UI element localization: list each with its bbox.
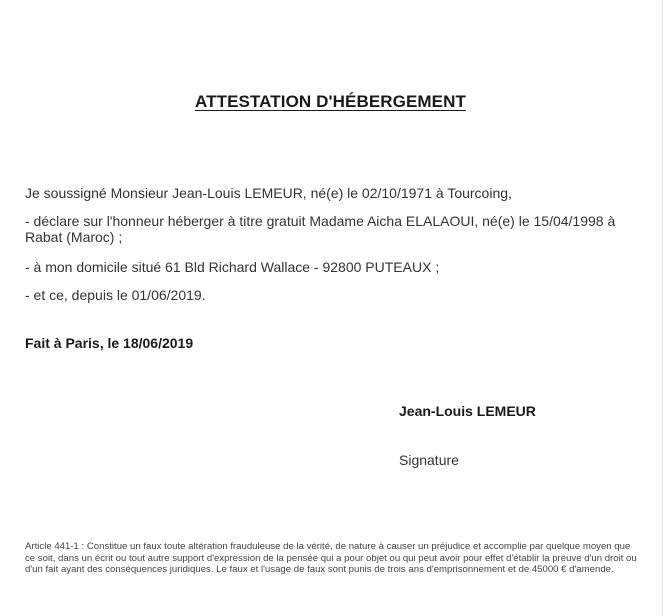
signer-name: Jean-Louis LEMEUR — [399, 403, 536, 419]
hosting-declaration-paragraph: - déclare sur l'honneur héberger à titre gratuit Madame Aicha ELALAOUI, né(e) le 15/04/1998 à Rabat (Maroc) ; — [25, 213, 616, 245]
declarant-paragraph: Je soussigné Monsieur Jean-Louis LEMEUR, né(e) le 02/10/1971 à Tourcoing, — [25, 185, 512, 201]
address-paragraph: - à mon domicile situé 61 Bld Richard Wallace - 92800 PUTEAUX ; — [25, 259, 440, 275]
place-and-date: Fait à Paris, le 18/06/2019 — [25, 335, 194, 351]
document-title: ATTESTATION D'HÉBERGEMENT — [195, 92, 466, 111]
since-date-paragraph: - et ce, depuis le 01/06/2019. — [25, 287, 206, 303]
legal-footnote: Article 441-1 : Constitue un faux toute altération frauduleuse de la vérité, de nature à causer un préjudice et accomplie par quelque moyen que ce soit, dans un écrit ou tout autre support d'expression de la pensée qui a pour objet ou qui peut avoir pour effet d'établir la preuve d'un droit ou d'un fait ayant des conséquences juridiques. Le faux et l'usage de faux sont punis de trois ans d'emprisonnement et de 45000 € d'amende. — [25, 541, 637, 576]
signature-label: Signature — [399, 452, 459, 468]
